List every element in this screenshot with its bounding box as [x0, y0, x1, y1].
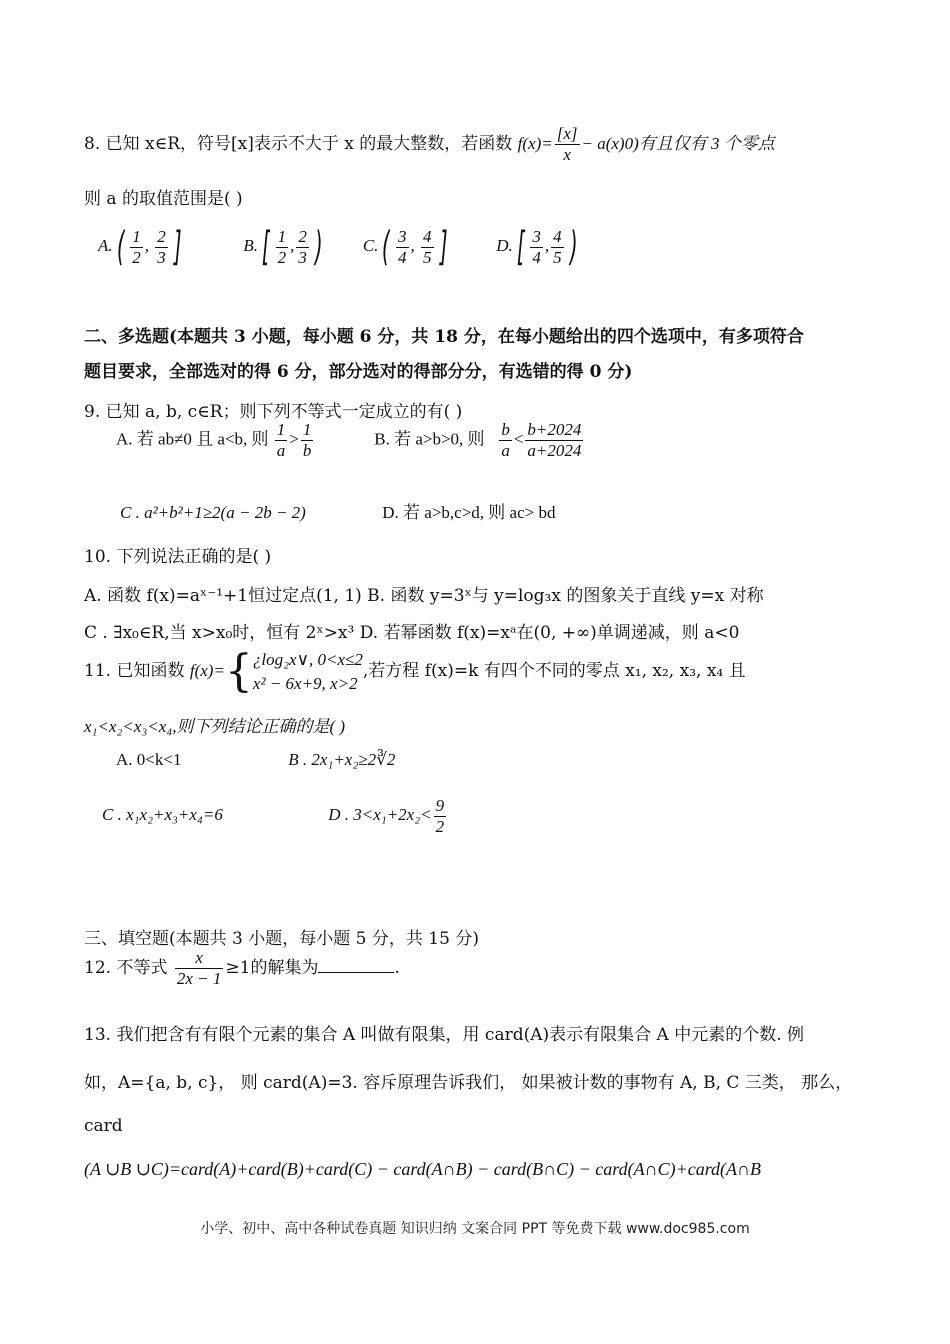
q8-line2: 则 a 的取值范围是( )	[84, 189, 243, 209]
q9-a-frac1	[275, 420, 288, 461]
q11-option-d	[328, 796, 448, 836]
q8-option-a-label: A.	[98, 235, 113, 255]
q8-func-den: x	[563, 145, 571, 164]
q8-option-a	[98, 224, 238, 270]
q12-stem-post: ≥1的解集为	[225, 958, 319, 978]
q8-b-d2: 3	[298, 247, 307, 267]
q12-num: x	[175, 948, 224, 969]
q9-stem: 9. 已知 a, b, c∈R；则下列不等式一定成立的有( )	[84, 402, 463, 422]
q11-func-name: f(x)=	[189, 661, 225, 680]
q11-d-num: 9	[435, 796, 445, 815]
q9-b-frac1	[499, 420, 512, 461]
q9-option-a	[116, 420, 370, 461]
q8-func-tail: − a(x)0)有且仅有 3 个零点	[581, 134, 775, 153]
q9-a-rel: >	[289, 429, 299, 449]
q8-d-d2: 5	[553, 247, 562, 267]
q11-d-den: 2	[435, 817, 445, 836]
q8-c-d1: 4	[398, 247, 407, 267]
q8-a-sep: ,	[144, 235, 149, 255]
q11-line1	[84, 646, 746, 697]
q8-func-fraction	[555, 124, 580, 165]
q9-option-c: C . a²+b²+1≥2(a − 2b − 2)	[120, 503, 306, 522]
q9-b-n1: b	[501, 420, 510, 439]
q8-d-n1: 3	[532, 226, 541, 246]
q11-options-cd	[102, 796, 448, 837]
q8-option-b-open: [	[261, 224, 270, 270]
q8-option-d-frac1	[530, 227, 543, 268]
q8-option-b-frac1	[276, 227, 289, 268]
q9-b-rel: <	[513, 429, 524, 449]
q8-c-d2: 5	[423, 247, 432, 267]
q9-a-n1: 1	[276, 420, 286, 439]
section2-heading-line1: 二、多选题(本题共 3 小题，每小题 6 分，共 18 分，在每小题给出的四个选项中，有多项符合	[84, 327, 804, 347]
q8-stem-text: 8. 已知 x∈R，符号[x]表示不大于 x 的最大整数，若函数	[84, 134, 513, 154]
q9-b-n2: b+2024	[527, 420, 582, 439]
q11-option-a: A. 0<k<1	[116, 750, 182, 769]
q8-line1	[84, 124, 775, 165]
q11-d-frac	[434, 796, 447, 837]
q8-option-c-open: (	[382, 224, 391, 270]
q11-stem-post: ,若方程 f(x)=k 有四个不同的零点 x₁, x₂, x₃, x₄ 且	[362, 661, 746, 681]
q8-option-c-close: ]	[439, 224, 448, 270]
q8-c-n2: 4	[423, 226, 432, 246]
q11-line2: x₁<x₂<x₃<x₄,则下列结论正确的是( )	[84, 717, 346, 736]
q8-d-n2: 4	[553, 226, 562, 246]
q8-b-n1: 1	[277, 226, 287, 246]
q8-func-num: [x]	[556, 124, 578, 143]
q8-option-c-label: C.	[362, 235, 379, 255]
q10-stem: 10. 下列说法正确的是( )	[84, 547, 272, 567]
q12-line	[84, 948, 400, 989]
q11-brace-icon: {	[224, 646, 253, 697]
q8-d-sep: ,	[544, 235, 550, 255]
q8-option-a-frac2	[155, 227, 168, 268]
q8-option-c-frac2	[421, 227, 434, 268]
q8-a-n1: 1	[132, 226, 141, 246]
q9-b-frac2	[525, 420, 583, 461]
q8-b-n2: 2	[298, 226, 307, 246]
q9-option-a-text: A. 若 ab≠0 且 a<b, 则	[116, 429, 269, 449]
q8-option-d	[496, 224, 581, 270]
q9-option-b-text: B. 若 a>b>0, 则	[374, 429, 485, 449]
q9-options-cd	[120, 498, 555, 523]
q9-a-d1: a	[276, 441, 286, 460]
q8-option-d-close: )	[569, 224, 578, 270]
q8-option-d-open: [	[516, 224, 525, 270]
q8-option-b-close: )	[314, 224, 323, 270]
q8-option-d-frac2	[551, 227, 564, 268]
q8-option-c	[363, 224, 491, 270]
q12-period: .	[394, 958, 400, 978]
q8-option-b	[243, 224, 357, 270]
q13-line2: 如，A={a, b, c}， 则 card(A)=3. 容斥原理告诉我们， 如果被计数的事物有 A, B, C 三类， 那么，	[84, 1073, 853, 1093]
q8-options	[98, 224, 581, 270]
q8-c-n1: 3	[398, 226, 407, 246]
page-footer: 小学、初中、高中各种试卷真题 知识归纳 文案合同 PPT 等免费下载 www.doc985.com	[200, 1221, 750, 1237]
q8-option-a-open: (	[116, 224, 125, 270]
q11-case1: ¿log₂x∨, 0<x≤2	[252, 649, 363, 669]
q11-option-b: B . 2x₁+x₂≥2∛2	[288, 750, 396, 769]
q9-option-b	[374, 420, 585, 461]
q9-option-d: D. 若 a>b,c>d, 则 ac> bd	[382, 503, 556, 522]
q12-fraction	[175, 948, 224, 989]
section2-heading-line2: 题目要求，全部选对的得 6 分，部分选对的得部分分，有选错的得 0 分)	[84, 362, 633, 382]
q11-options-ab	[116, 750, 395, 770]
q9-b-d1: a	[501, 441, 510, 460]
q13-line1: 13. 我们把含有有限个元素的集合 A 叫做有限集，用 card(A)表示有限集合 A 中元素的个数. 例	[84, 1025, 805, 1045]
q8-option-b-frac2	[296, 227, 309, 268]
q8-a-d2: 3	[157, 247, 166, 267]
q8-c-sep: ,	[410, 235, 415, 255]
q10-options-cd: C . ∃x₀∈R,当 x>x₀时，恒有 2ˣ>x³ D. 若幂函数 f(x)=xᵃ在(0, +∞)单调递减，则 a<0	[84, 623, 740, 643]
q12-stem-pre: 12. 不等式	[84, 958, 168, 978]
q8-d-d1: 4	[532, 247, 541, 267]
section3-heading: 三、填空题(本题共 3 小题，每小题 5 分，共 15 分)	[84, 929, 479, 949]
q8-a-d1: 2	[132, 247, 141, 267]
q8-option-a-close: ]	[173, 224, 182, 270]
q8-option-a-frac1	[130, 227, 143, 268]
q9-a-frac2	[301, 420, 314, 461]
q9-a-n2: 1	[302, 420, 312, 439]
q11-piecewise	[253, 648, 363, 696]
q13-formula: (A ∪B ∪C)=card(A)+card(B)+card(C) − card(A∩B) − card(B∩C) − card(A∩C)+card(A∩B	[84, 1159, 762, 1179]
q10-options-ab: A. 函数 f(x)=aˣ⁻¹+1恒过定点(1, 1) B. 函数 y=3ˣ与 y=log₃x 的图象关于直线 y=x 对称	[84, 586, 764, 606]
q12-den: 2x − 1	[176, 969, 222, 988]
q9-a-d2: b	[302, 441, 312, 460]
q8-option-c-frac1	[396, 227, 409, 268]
q8-a-n2: 2	[157, 226, 166, 246]
q11-option-d-text: D . 3<x₁+2x₂<	[328, 805, 432, 825]
q8-func-name: f(x)=	[517, 134, 553, 153]
q9-b-d2: a+2024	[527, 441, 582, 460]
q11-option-c: C . x₁x₂+x₃+x₄=6	[102, 805, 223, 825]
q13-line3: card	[84, 1116, 123, 1136]
q12-answer-blank[interactable]	[318, 956, 394, 973]
q11-stem-pre: 11. 已知函数	[84, 661, 185, 681]
q8-option-d-label: D.	[496, 235, 513, 255]
q8-b-d1: 2	[277, 247, 287, 267]
q11-case2: x² − 6x+9, x>2	[252, 673, 358, 693]
q8-option-b-label: B.	[243, 235, 259, 255]
q9-options-ab	[116, 420, 585, 461]
q8-b-sep: ,	[290, 235, 295, 255]
